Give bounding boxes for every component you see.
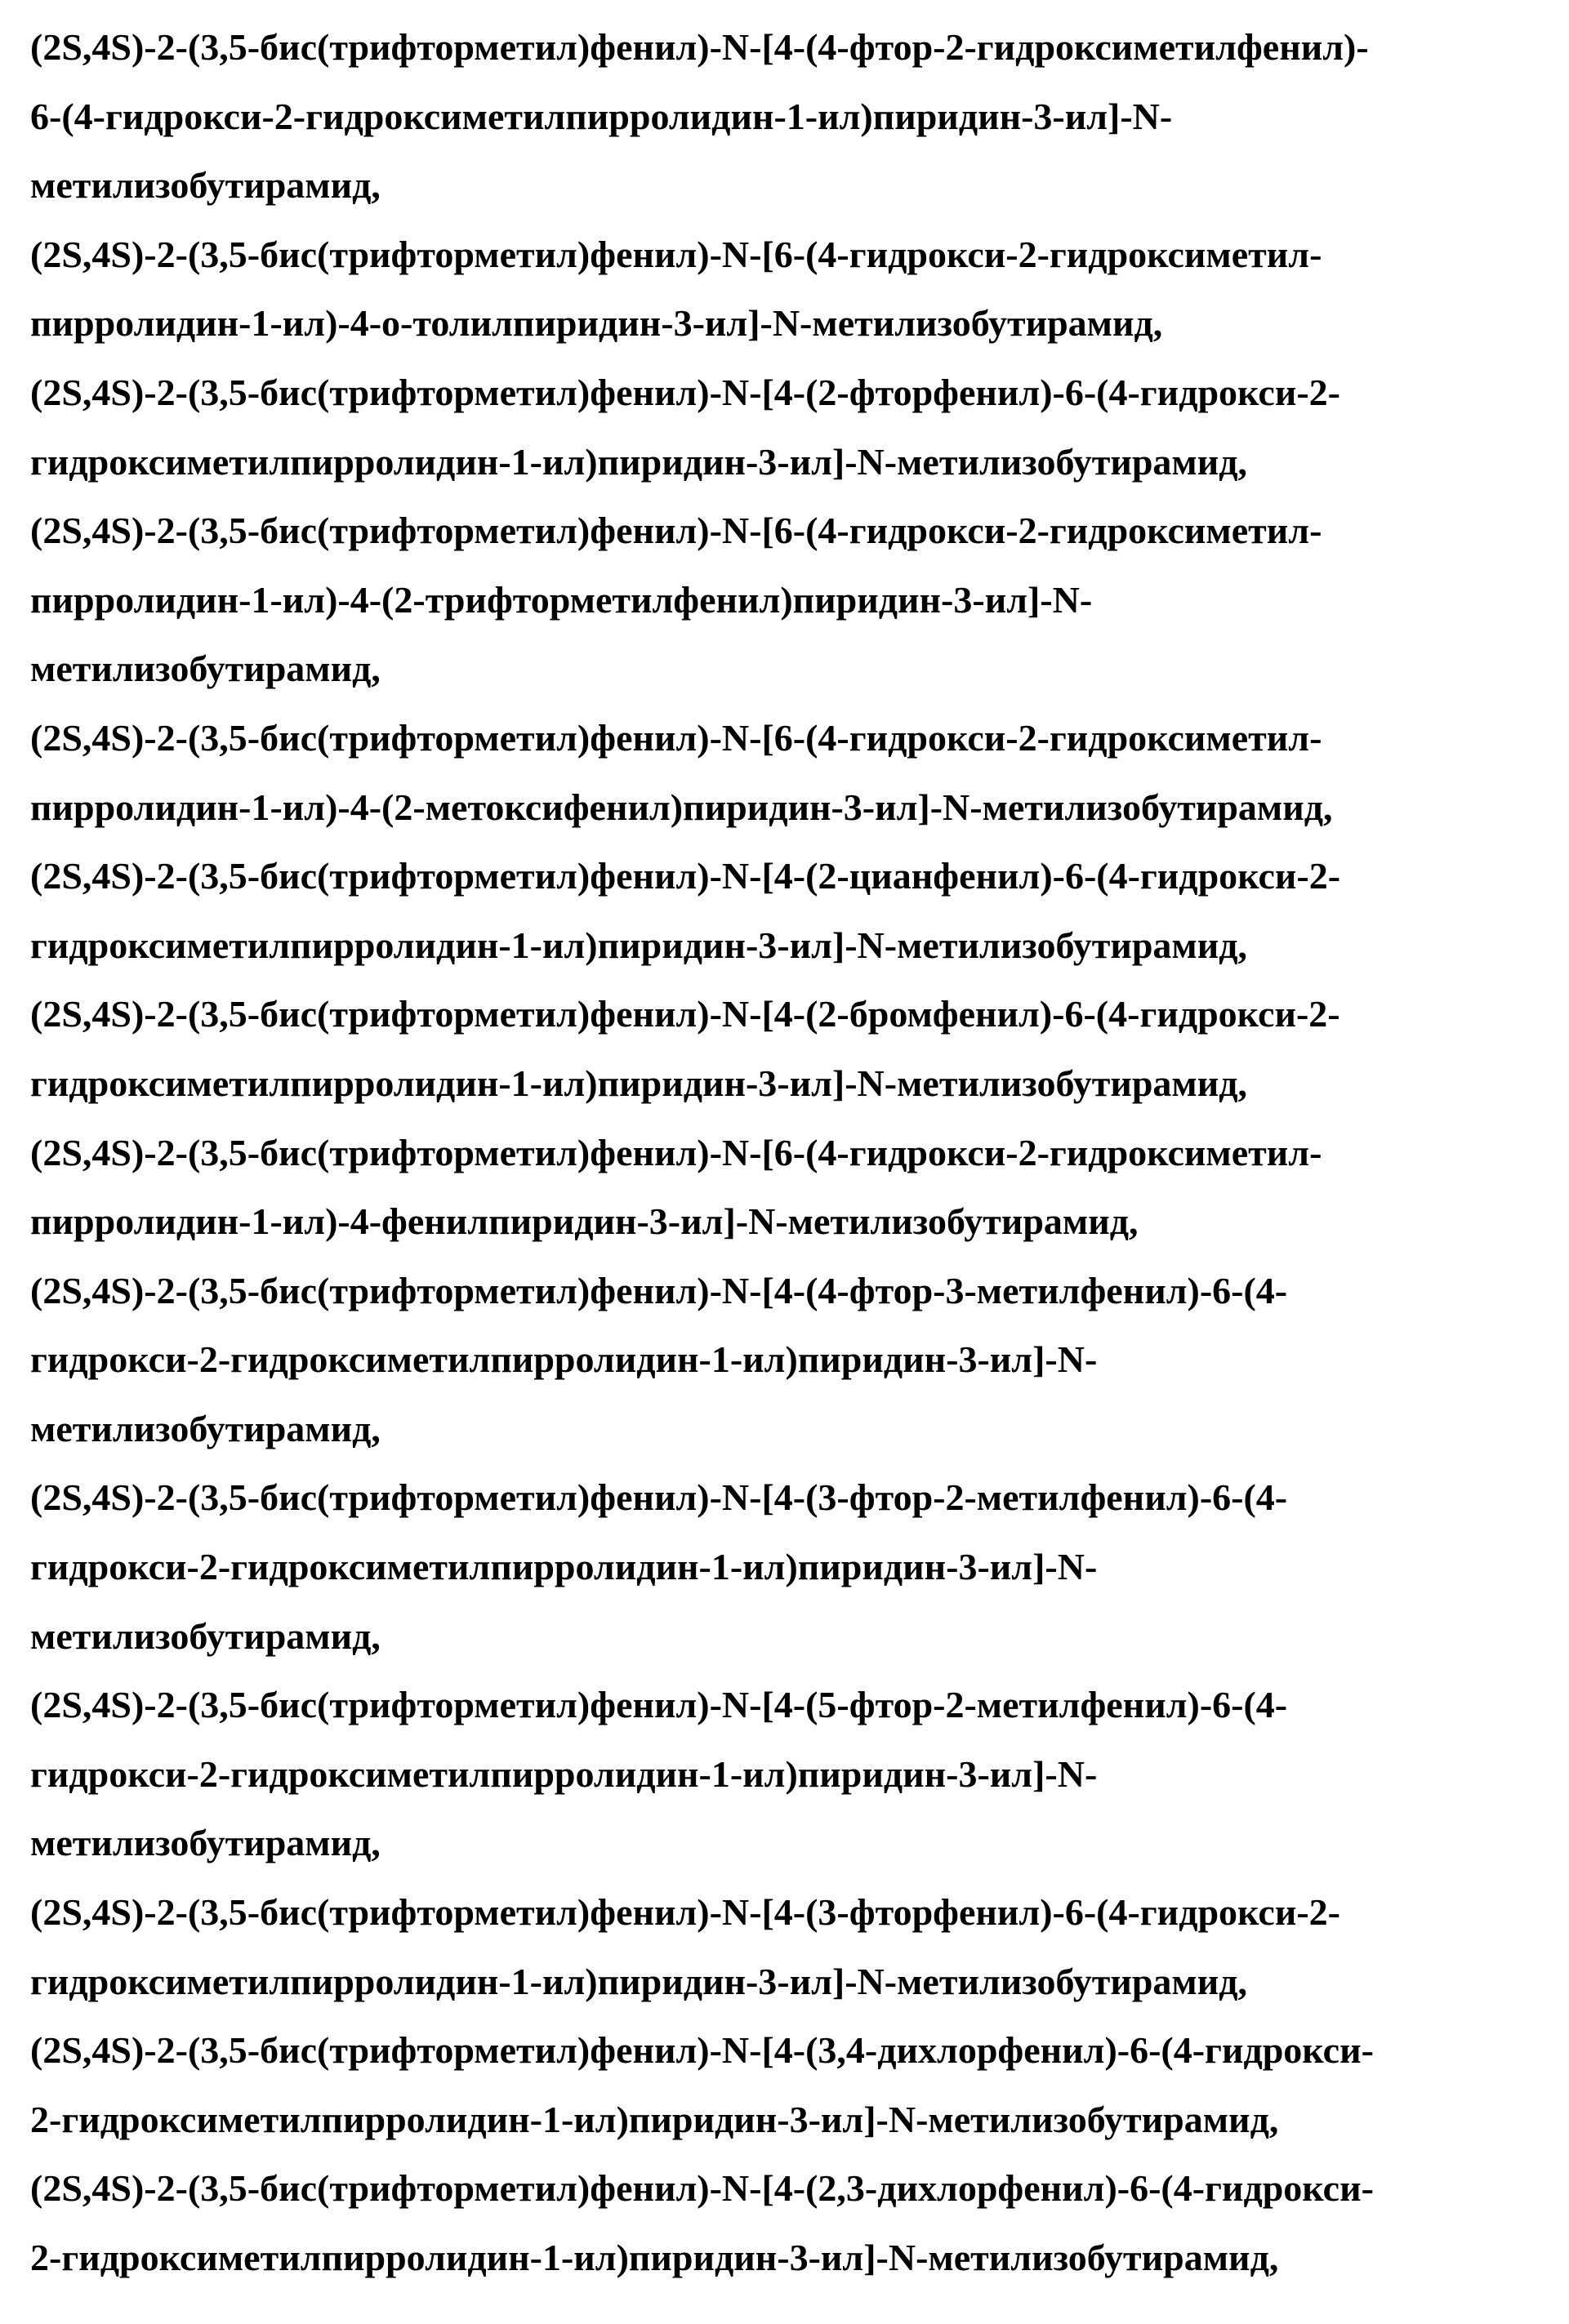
text-line: 6-(4-гидрокси-2-гидроксиметилпирролидин-1-ил)пиридин-3-ил]-N- xyxy=(30,92,1374,162)
text-line: метилизобутирамид, xyxy=(30,1819,1374,1888)
text-line: гидрокси-2-гидроксиметилпирролидин-1-ил)пиридин-3-ил]-N- xyxy=(30,1335,1374,1405)
text-line: 2-гидроксиметилпирролидин-1-ил)пиридин-3-ил]-N-метилизобутирамид, xyxy=(30,2233,1374,2303)
text-line: (2S,4S)-2-(3,5-бис(трифторметил)фенил)-N-[6-(4-гидрокси-2-гидроксиметил- xyxy=(30,230,1374,300)
text-line: гидрокси-2-гидроксиметилпирролидин-1-ил)пиридин-3-ил]-N- xyxy=(30,1543,1374,1612)
text-line: метилизобутирамид, xyxy=(30,644,1374,714)
text-line: гидроксиметилпирролидин-1-ил)пиридин-3-ил]-N-метилизобутирамид, xyxy=(30,438,1374,507)
text-line: (2S,4S)-2-(3,5-бис(трифторметил)фенил)-N-[4-(4-фтор-2-гидроксиметилфенил)- xyxy=(30,23,1374,92)
text-line: (2S,4S)-2-(3,5-бис(трифторметил)фенил)-N-[4-(5-фтор-2-метилфенил)-6-(4- xyxy=(30,1681,1374,1750)
text-line: пирролидин-1-ил)-4-(2-трифторметилфенил)пиридин-3-ил]-N- xyxy=(30,576,1374,645)
text-line: пирролидин-1-ил)-4-фенилпиридин-3-ил]-N-метилизобутирамид, xyxy=(30,1197,1374,1267)
text-line: метилизобутирамид, xyxy=(30,1405,1374,1474)
text-line: 2-гидроксиметилпирролидин-1-ил)пиридин-3-ил]-N-метилизобутирамид, xyxy=(30,2095,1374,2165)
text-line: гидрокси-2-гидроксиметилпирролидин-1-ил)пиридин-3-ил]-N- xyxy=(30,1750,1374,1819)
text-line: гидроксиметилпирролидин-1-ил)пиридин-3-ил]-N-метилизобутирамид, xyxy=(30,921,1374,991)
text-line: пирролидин-1-ил)-4-(2-метоксифенил)пиридин-3-ил]-N-метилизобутирамид, xyxy=(30,783,1374,853)
text-line: пирролидин-1-ил)-4-о-толилпиридин-3-ил]-N-метилизобутирамид, xyxy=(30,299,1374,368)
text-line: (2S,4S)-2-(3,5-бис(трифторметил)фенил)-N-[4-(2,3-дихлорфенил)-6-(4-гидрокси- xyxy=(30,2164,1374,2233)
text-line: (2S,4S)-2-(3,5-бис(трифторметил)фенил)-N-[4-(2-фторфенил)-6-(4-гидрокси-2- xyxy=(30,368,1374,438)
text-line: (2S,4S)-2-(3,5-бис(трифторметил)фенил)-N-[4-(2-бромфенил)-6-(4-гидрокси-2- xyxy=(30,990,1374,1059)
text-line: (2S,4S)-2-(3,5-бис(трифторметил)фенил)-N-[6-(4-гидрокси-2-гидроксиметил- xyxy=(30,714,1374,783)
text-line: метилизобутирамид, xyxy=(30,1612,1374,1681)
text-line: (2S,4S)-2-(3,5-бис(трифторметил)фенил)-N-[4-(3,4-дихлорфенил)-6-(4-гидрокси- xyxy=(30,2026,1374,2095)
text-line: метилизобутирамид, xyxy=(30,161,1374,230)
text-line: (2S,4S)-2-(3,5-бис(трифторметил)фенил)-N-[4-(4-фтор-3-метилфенил)-6-(4- xyxy=(30,1267,1374,1336)
text-line: гидроксиметилпирролидин-1-ил)пиридин-3-ил]-N-метилизобутирамид, xyxy=(30,1059,1374,1129)
text-line: гидроксиметилпирролидин-1-ил)пиридин-3-ил]-N-метилизобутирамид, xyxy=(30,1957,1374,2027)
text-line: (2S,4S)-2-(3,5-бис(трифторметил)фенил)-N-[6-(4-гидрокси-2-гидроксиметил- xyxy=(30,1129,1374,1198)
document-body xyxy=(30,23,1374,2303)
text-line: (2S,4S)-2-(3,5-бис(трифторметил)фенил)-N-[4-(2-цианфенил)-6-(4-гидрокси-2- xyxy=(30,852,1374,921)
text-line: (2S,4S)-2-(3,5-бис(трифторметил)фенил)-N-[4-(3-фтор-2-метилфенил)-6-(4- xyxy=(30,1473,1374,1543)
text-line: (2S,4S)-2-(3,5-бис(трифторметил)фенил)-N-[6-(4-гидрокси-2-гидроксиметил- xyxy=(30,506,1374,576)
text-line: (2S,4S)-2-(3,5-бис(трифторметил)фенил)-N-[4-(3-фторфенил)-6-(4-гидрокси-2- xyxy=(30,1888,1374,1957)
